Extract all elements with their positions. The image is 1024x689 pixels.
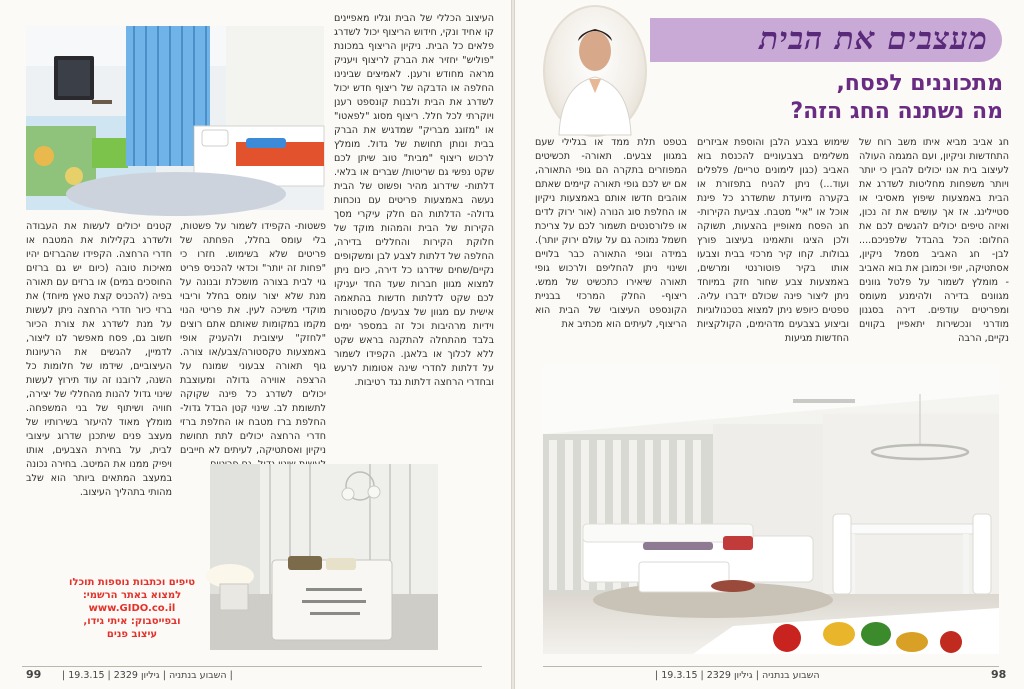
article-column-b: פשטות- הקפידו לשמור על פשטות, בלי עומס בחלל, הפחתה של פריטים שלא בשימוש. חזרו כי "פחות זה יותר" וכדאי להכניס פריט גוי לבית בצורה מושכלת ובנונה על מנת שלא יצור עומס בחלל וריבוי מוקדי משיכה לעין. את פריטי הנוי מקמו במקומות שאותם אתם רוצים "לחזק" עיצובית ולהעניק אופי באמצעות טקסטורה/צבע/או צורה. גוף תאורה צבעוני שמונח על הרצפה אווירה גדולה ומעוצבת יכולים לשדרג כל פינה שקוקה לתשומת לב. שינוי קטן הבדל גדול- החלפת ברז מטבח או החלפת ברזי חדרי הרחצה יכולים לתת תחושת ניקיון ואסתטיקה, לעיתים לא חייבים — [180, 221, 326, 456]
right-page-footer — [655, 670, 820, 681]
page-spine — [511, 0, 515, 689]
promo-line-5: עיצוב פנים — [106, 629, 158, 640]
section-title-band — [650, 18, 1002, 62]
headline-line-1: מתכוננים לפסח, — [836, 71, 1003, 96]
living-room-photo — [543, 364, 999, 654]
page-number-98: 98 — [991, 668, 1007, 681]
page-number-99: 99 — [26, 668, 42, 681]
article-column-3: בטפט תלת ממד או בגלילי שעם במגוון צבעים. תאורה- תכשיטים המפוזרים בתקרה הם גופי התאורה, אם יש לכם גופי תאורה קיימים שאתם אוהבים חדשו אותם באמצעות ניקיון או החלפת סוג הנורה (אור ירוק לדים או פלורסנטים תשמור לכם על צריכת חשמל נמוכה גם על עולם ירוק יותר). במידה וגופי התאורה כבר בלויים ושינוי ניתן להחליפם ולרכוש גופי תאורה שיאירו כתכשיט של ממש. ריצוף- החלק המרכזי בבניית הקונספט העיצובי של הבית הוא הריצוף, לעיתים הוא מכתיב את — [535, 137, 687, 330]
article-column-a: העיצוב הכללי של הבית וגליו מאפיינים קו אחיד ונקי, חידוש הריצוף יכול לשדרג פלאים כל הבית. ניקיון הריצוף במכונת "פוליש" יחזיר את הברק לריצוף ויעניק מראה מחודש ורענן. לאמיצים שבינינו החלפה או הדבקה של ריצוף חדש יכול לשדרג את הבית ולבנות קונספט רענן ויוקרתי לכל חלל. ריצוף מסוג "לפאטו" או "מזוגג מבריק" שמדגיש את הברק בבית ונותן תחושת של גדול. מומלץ לרכוש ריצוף "מבית" טוב שיתן לכם שקט נפשי גם שריטות/ שברים או בלאי. דלתות- שידרוג מהיר ופשוט של הבית נעשה באמצעות פריטים עם נוכחות גדולה- הדלתות הם חלק עיקרי מסך הקירות של הבית והמהות מוקד של חלוקת הקירות והחללים בדירה, החלפה של דלתות לצבע לבן ומשקופים נקיים/שחים שידרגו כל דירה, כיום ניתן למצוא מגוון חברות שעד החד יעניקו לכם שקט לדלתות חדשות בהתאמה אישית עם מגוון של צבעים/ טקסטורות וידיות מרהיבות וכל זה במספר ימים בלבד מהתחלה להתקנה בראש שקט ללא לכלוך או בלאגן. הקפידו לשמור על דלתות לחדרי שינה אטומות לרעש ובחדרי הרחצה דלתות נגד רטיבות. — [334, 13, 494, 388]
left-footer-text: | השבוע בנתניה | גיליון 2329 | 19.3.15 | — [62, 670, 233, 681]
right-page-number — [991, 668, 1006, 681]
left-page-number — [26, 668, 41, 681]
right-footer-text: השבוע בנתניה | גיליון 2329 | 19.3.15 | — [655, 670, 820, 681]
article-column-2: שימוש בצבע הלבן והוספת אביזרים משלימים בצבעוניים להכנסת בוא האביב (כגון לימונים טריים/ פלפלים ועוד...) ניתן להניח בתפזורת או בקערה מיועדת שתשדרג כל פינת אוכל או "אי" מטבח. צביעת הקירות- חג הפסח מאופיין בהצעות, תשוקה ולכן הציגו ותאמינו בעיצוב פורץ גבולות. קחו קיר מרכזי בבית וצבעו אותו בקיר פוטורנטי ומרשים, באמצעות צבע שחור חזק במיוחד ניתן ליצור פינה שכולם ידברו עליה. טפטים כיופש ניתן למצוא בטכנולוגיות וביצוע בצבעים מדהימים, הקולקציות החדשות מגיעות — [697, 137, 849, 344]
promo-website-link[interactable]: www.GIDO.co.il — [88, 603, 176, 614]
headline-line-2: מה נשתנה החג הזה? — [790, 99, 1003, 124]
footer-rule-left — [22, 666, 482, 667]
left-page — [0, 0, 511, 689]
article-column-1: חג אביב מביא איתו משב רוח של התחדשות וניקיון, ועם המגמה העולה לעיצוב בית אנו יכולים להבין כי יותר ויותר משפחות מחליטות לשדרג את הבית באמצעות שיפוץ מאסיבי או סטיילינג. אז אך עושים את זה נכון, ואיזה טיפים יכולים להגשים לכם את החלום: הכל בהבדל שלפניכם.... לבן- חג האביב מסמל ניקיון, אסתטיקה, יופי וכמובן את בוא האביב - מומלץ לשמור על פלטל גוונים מגוונים בדירה ולהימנע מעומס ומפריטים עודפים. דירה בסגנון מודרני ונכשירות יתאפיין בקווים נקיים, הרבה — [859, 137, 1009, 344]
footer-rule — [543, 666, 999, 667]
promo-line-1: טיפים וכתבות נוספות תוכלו — [69, 577, 195, 588]
article-headline — [645, 70, 1003, 126]
article-column-c: קטנים יכולים לעשות את העבודה ולשדרג בקלילות את המטבח או חדרי הרחצה. הקפידו שהברזים יהיו מאיכות טובה (כיום יש גם ברזים החוסכים במים) או ברזים עם תאורה בפיה (להכניס קצת טאץ מיוחד) את ברזי כיור חדרי הרחצה ניתן לעשות על מנת לשדרג את צורת הכיור חשוב גם, פסח מאפשר לנו ליצור, לדמיין, להגשים את הרעיונות העיצוביים, שידמו של חלומות כל השנה, לרובנו זה עוד תירוץ לעשות שינוי גדול להנות מהחללי של יצירה, חוויה ושיתוף של בני המשפחה. מומלץ מאוד להיעזר בשירותיו של מעצב פנים שיתכנן שדרוג עיצובי לבית, על בחירת הצבעים, אותו ויפיק ממנו את המיטב. בחירה נכונה במעצב המתאים ביותר הוא שלב מהותי בתהליך העיצוב. — [26, 221, 172, 498]
promo-line-2: למצוא באתר הרשמי: — [82, 590, 182, 601]
designer-portrait — [543, 5, 647, 137]
bedroom-photo — [210, 464, 438, 650]
left-page-footer — [62, 670, 233, 681]
promo-line-4: ובפייסבוק: איתי גידו, — [83, 616, 181, 627]
right-page — [515, 0, 1024, 689]
kids-room-photo — [26, 26, 324, 210]
section-title: מעצבים את הבית — [759, 21, 988, 57]
promo-box — [68, 576, 196, 641]
